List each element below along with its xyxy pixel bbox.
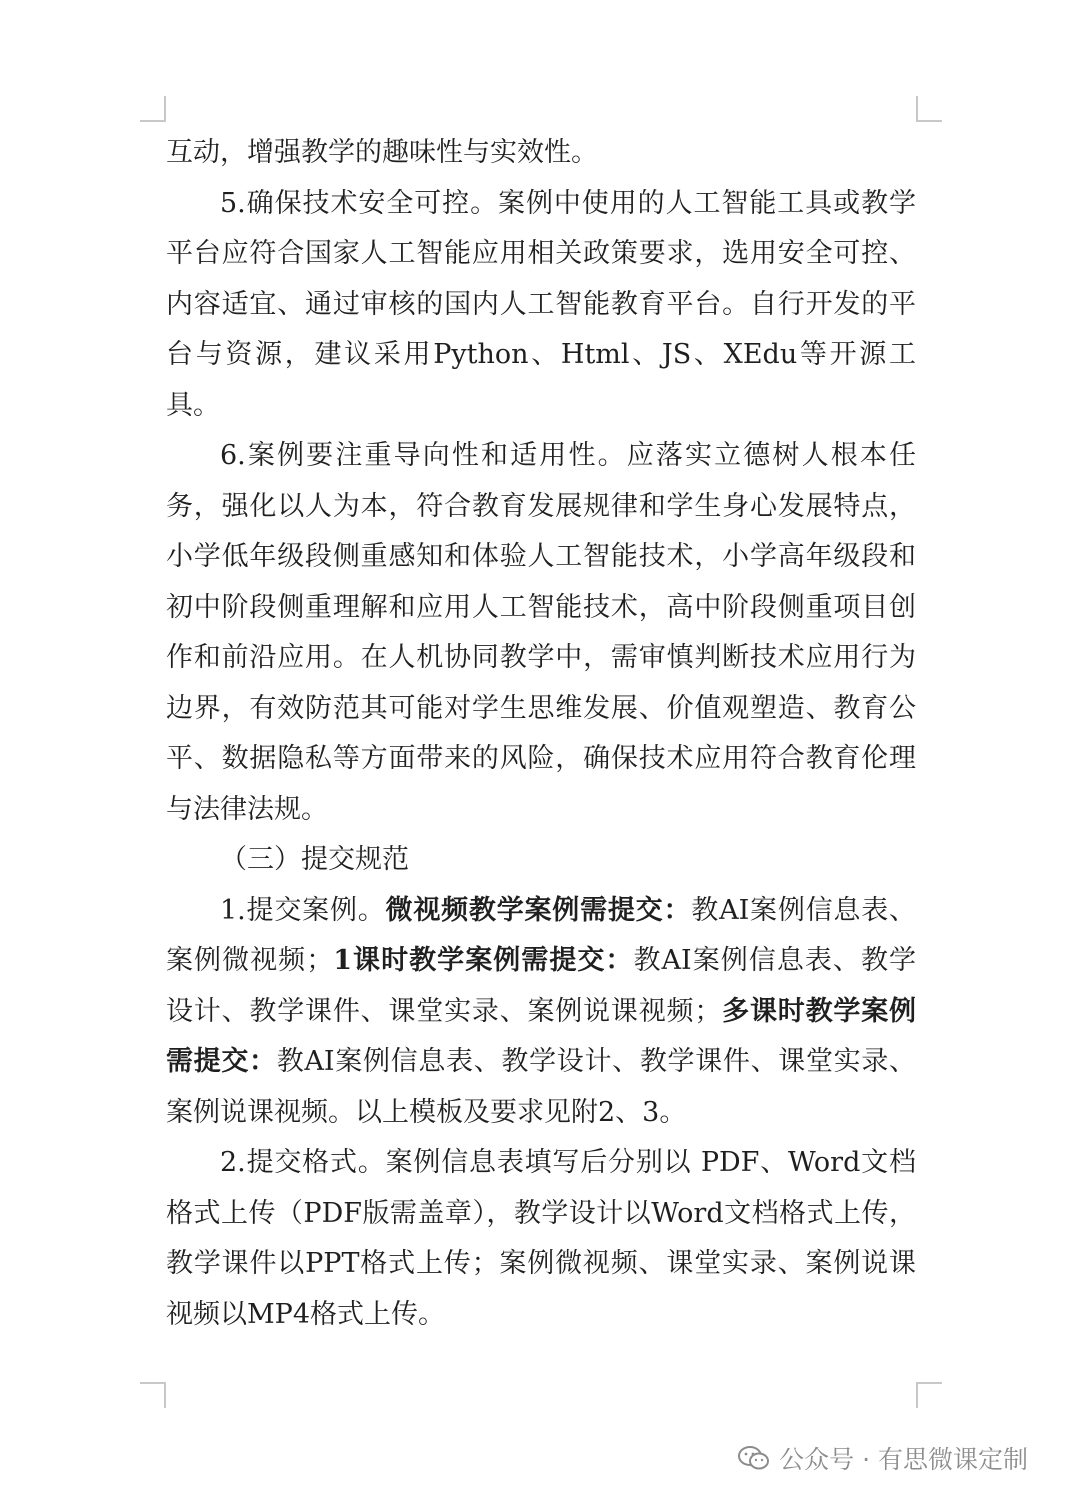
crop-mark-bottom-left	[140, 1382, 166, 1408]
section-heading: （三）提交规范	[220, 844, 409, 875]
crop-mark-bottom-right	[916, 1382, 942, 1408]
wechat-icon	[737, 1444, 771, 1472]
crop-mark-top-left	[140, 96, 166, 122]
document-body	[166, 128, 916, 1340]
watermark-footer	[737, 1440, 1028, 1476]
text-run: 教AI案例信息表、教学设计、教学课件、课堂实录、案例说课视频。以上模板及要求见附2、3。	[166, 1046, 916, 1128]
bold-run: 微视频教学案例需提交：	[385, 894, 692, 926]
paragraph-submit-cases	[166, 886, 916, 1139]
text-run: 教AI案例信息表、教学设计、教学课件、课堂实录、案例说课视频；	[166, 945, 917, 1027]
bold-run: 多课时教学案例需提交：	[166, 995, 917, 1077]
text-run: 1.提交案例。	[220, 894, 386, 926]
paragraph-item-6: 6.案例要注重导向性和适用性。应落实立德树人根本任务，强化以人为本，符合教育发展规律和学生身心发展特点，小学低年级段侧重感知和体验人工智能技术，小学高年级段和初中阶段侧重理解和应用人工智能技术，高中阶段侧重项目创作和前沿应用。在人机协同教学中，需审慎判断技术应用行为边界，有效防范其可能对学生思维发展、价值观塑造、教育公平、数据隐私等方面带来的风险，确保技术应用符合教育伦理与法律法规。	[166, 440, 916, 825]
paragraph-submit-format: 2.提交格式。案例信息表填写后分别以 PDF、Word文档格式上传（PDF版需盖章），教学设计以Word文档格式上传，教学课件以PPT格式上传；案例微视频、课堂实录、案例说课视频以MP4格式上传。	[166, 1147, 916, 1330]
crop-mark-top-right	[916, 96, 942, 122]
bold-run: 1课时教学案例需提交：	[333, 945, 634, 976]
text-run: 教AI案例信息表、案例微视频；	[166, 894, 917, 976]
paragraph-item-5: 5.确保技术安全可控。案例中使用的人工智能工具或教学平台应符合国家人工智能应用相关政策要求，选用安全可控、内容适宜、通过审核的国内人工智能教育平台。自行开发的平台与资源，建议采用Python、Html、JS、XEdu等开源工具。	[166, 187, 916, 421]
paragraph-continuation: 互动，增强教学的趣味性与实效性。	[166, 137, 598, 168]
watermark-text: 公众号 · 有思微课定制	[779, 1445, 1028, 1474]
